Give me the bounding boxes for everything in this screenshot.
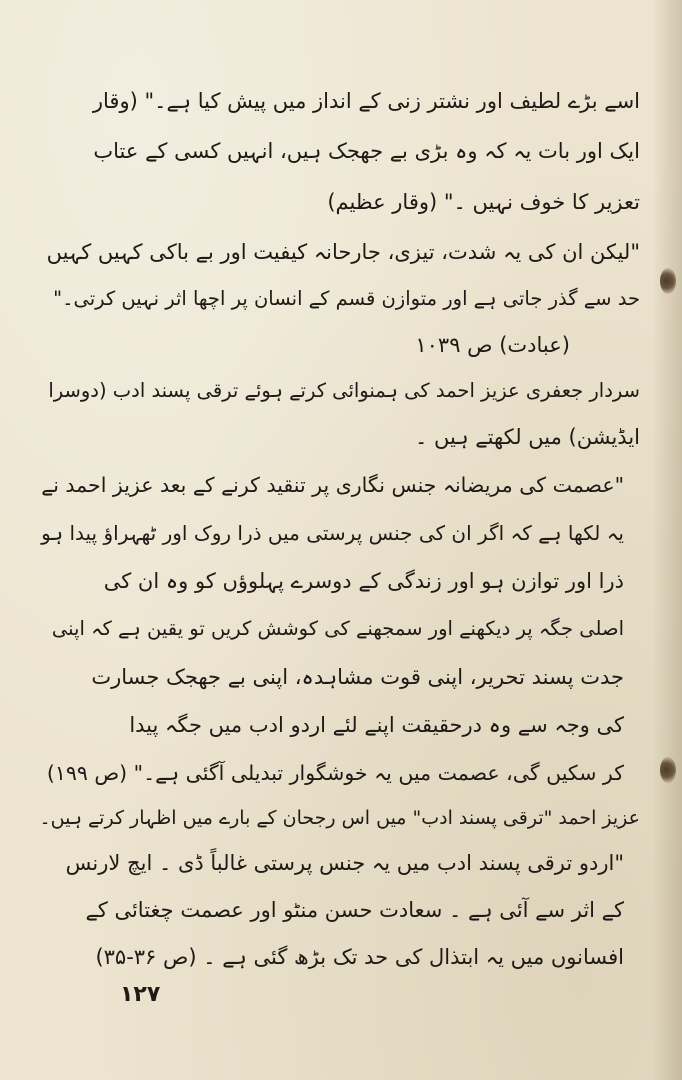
text-line: عزیز احمد "ترقی پسند ادب" میں اس رجحان کے بارے میں اظہار کرتے ہیں۔ (39, 807, 640, 829)
quote-line: اصلی جگہ پر دیکھنے اور سمجھنے کی کوشش کریں تو یقین ہے کہ اپنی (51, 617, 624, 640)
citation-line: (عبادت) ص ۱۰۳۹ (415, 333, 570, 357)
text-line: حد سے گذر جاتی ہے اور متوازن قسم کے انسان پر اچھا اثر نہیں کرتی۔" (53, 287, 640, 310)
quote-line: کر سکیں گی، عصمت میں یہ خوشگوار تبدیلی آگئی ہے۔" (ص ۱۹۹) (46, 761, 624, 785)
text-line: ایڈیشن) میں لکھتے ہیں ۔ (415, 425, 640, 449)
binding-hole (660, 268, 676, 294)
text-line: "لیکن ان کی یہ شدت، تیزی، جارحانہ کیفیت اور بے باکی کہیں کہیں (46, 240, 640, 264)
quote-line: افسانوں میں یہ ابتذال کی حد تک بڑھ گئی ہے ۔ (ص ۳۶-۳۵) (95, 945, 624, 969)
text-line: ایک اور بات یہ کہ وہ بڑی بے جھجک ہیں، انہیں کسی کے عتاب (93, 139, 640, 163)
text-line: تعزیر کا خوف نہیں ۔" (وقار عظیم) (327, 190, 640, 214)
quote-line: ذرا اور توازن ہو اور زندگی کے دوسرے پہلوؤں کو وہ ان کی (103, 569, 624, 593)
quote-line: جدت پسند تحریر، اپنی قوت مشاہدہ، اپنی بے جھجک جسارت (91, 665, 624, 689)
quote-line: کے اثر سے آئی ہے ۔ سعادت حسن منٹو اور عصمت چغتائی کے (85, 898, 624, 922)
page-number: ۱۲۷ (120, 982, 161, 1007)
binding-hole (660, 757, 676, 783)
text-line: اسے بڑے لطیف اور نشتر زنی کے انداز میں پیش کیا ہے۔" (وقار (92, 89, 640, 113)
quote-line: "اردو ترقی پسند ادب میں یہ جنس پرستی غالباً ڈی ۔ ایچ لارنس (65, 851, 624, 875)
quote-line: کی وجہ سے وہ درحقیقت اپنے لئے اردو ادب میں جگہ پیدا (129, 713, 624, 737)
page-edge-shadow (652, 0, 682, 1080)
quote-line: یہ لکھا ہے کہ اگر ان کی جنس پرستی میں ذرا روک اور ٹھہراؤ پیدا ہو (41, 521, 624, 545)
quote-line: "عصمت کی مریضانہ جنس نگاری پر تنقید کرنے کے بعد عزیز احمد نے (41, 473, 624, 497)
text-line: سردار جعفری عزیز احمد کی ہمنوائی کرتے ہوئے ترقی پسند ادب (دوسرا (48, 379, 640, 402)
